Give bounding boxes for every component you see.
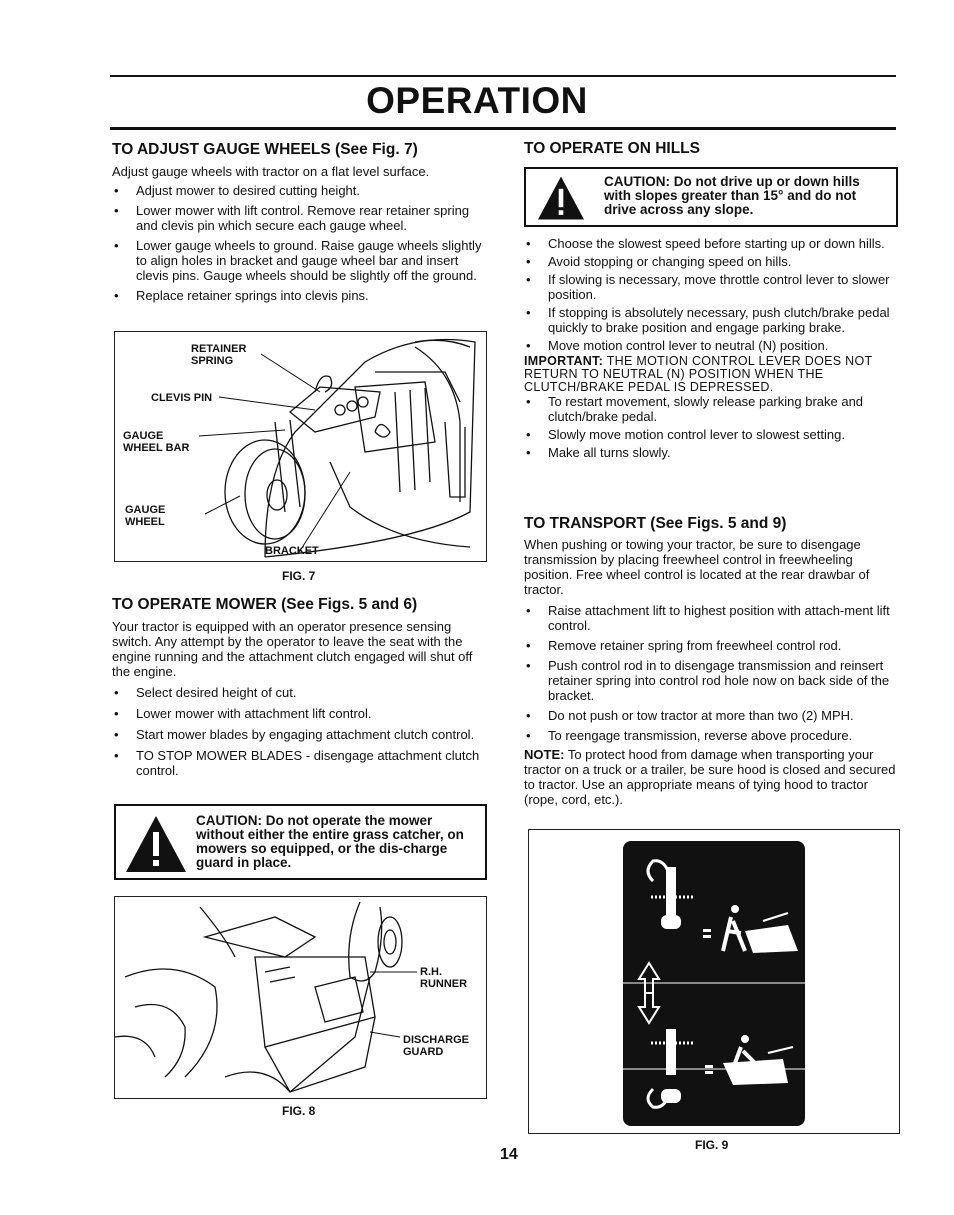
figure-8 [114,896,487,1099]
hills-caution-box [524,167,898,227]
list-item: • Lower gauge wheels to ground. Raise gauge wheels slightly to align holes in bracket and gauge wheel bar and insert clevis pins. Gauge wheels should be slightly off the ground. [112,238,488,283]
important-label: IMPORTANT: [524,354,604,368]
list-item: • Replace retainer springs into clevis pins. [112,288,488,303]
freewheel-decal-graphic [623,841,805,1126]
list-item: • Choose the slowest speed before starting up or down hills. [524,236,900,251]
hills-caution-text: CAUTION: Do not drive up or down hills with slopes greater than 15° and do not drive across any slope. [604,174,860,217]
list-item: • Lower mower with lift control. Remove rear retainer spring and clevis pin which secure each gauge wheel. [112,203,488,233]
warning-icon [124,814,188,874]
freewheel-decal [623,841,805,1126]
mower-intro: Your tractor is equipped with an operator presence sensing switch. Any attempt by the operator to leave the seat with the engine running and the attachment clutch engaged will shut off the engine. [112,619,473,679]
list-item: • If stopping is absolutely necessary, push clutch/brake pedal quickly to brake position and engage parking brake. [524,305,900,335]
list-item: • To restart movement, slowly release parking brake and clutch/brake pedal. [524,394,900,424]
page-title: OPERATION [366,80,588,121]
retainer-spring-label: RETAINER SPRING [191,343,247,367]
top-rule [110,75,896,77]
list-item: • Adjust mower to desired cutting height. [112,183,488,198]
transport-section [524,516,900,807]
hills-list-2 [524,394,900,460]
list-item: • Remove retainer spring from freewheel control rod. [524,638,900,653]
mower-heading: TO OPERATE MOWER (See Figs. 5 and 6) [112,596,418,613]
transport-heading: TO TRANSPORT (See Figs. 5 and 9) [524,515,787,532]
list-item: • Make all turns slowly. [524,445,900,460]
note-text: To protect hood from damage when transporting your tractor on a truck or a trailer, be sure hood is closed and secured to tractor. Use an appropriate means of tying hood to tractor (rope, cord, etc.). [524,747,896,807]
list-item: • Slowly move motion control lever to slowest setting. [524,427,900,442]
mower-list [112,685,488,778]
figure-8-caption: FIG. 8 [282,1104,316,1118]
mower-caution-text: CAUTION: Do not operate the mower without either the entire grass catcher, on mowers so equipped, or the dis-charge guard in place. [196,813,464,870]
hills-section [524,141,898,156]
clevis-pin-label: CLEVIS PIN [151,392,213,404]
gauge-list [112,183,488,303]
note-label: NOTE: [524,747,565,762]
hills-list [524,236,900,353]
mower-section [112,597,488,778]
figure-9-caption: FIG. 9 [695,1138,729,1152]
gauge-wheel-label: GAUGE WHEEL [125,504,166,528]
figure-7 [114,331,487,562]
list-item: • If slowing is necessary, move throttle control lever to slower position. [524,272,900,302]
list-item: • Do not push or tow tractor at more than two (2) MPH. [524,708,900,723]
bracket-label: BRACKET [265,545,319,557]
figure-9 [528,829,900,1134]
list-item: • Select desired height of cut. [112,685,488,700]
hills-body [524,236,900,460]
gauge-wheel-bar-label: GAUGE WHEEL BAR [123,430,190,454]
list-item: • TO STOP MOWER BLADES - disengage attachment clutch control. [112,748,488,778]
important-text: THE MOTION CONTROL LEVER DOES NOT RETURN TO NEUTRAL (N) POSITION WHEN THE CLUTCH/BRAKE PEDAL IS DEPRESSED. [524,354,873,394]
gauge-intro: Adjust gauge wheels with tractor on a flat level surface. [112,164,430,179]
list-item: • Move motion control lever to neutral (N) position. [524,338,900,353]
discharge-guard-label: DISCHARGE GUARD [403,1034,470,1058]
page-number: 14 [500,1146,518,1163]
title-rule [110,127,896,130]
list-item: • To reengage transmission, reverse above procedure. [524,728,900,743]
rh-runner-label: R.H. RUNNER [420,966,468,990]
list-item: • Avoid stopping or changing speed on hills. [524,254,900,269]
list-item: • Start mower blades by engaging attachment clutch control. [112,727,488,742]
list-item: • Raise attachment lift to highest position with attach-ment lift control. [524,603,900,633]
hills-heading: TO OPERATE ON HILLS [524,140,700,157]
transport-list [524,603,900,743]
warning-icon [536,175,586,221]
important-note [524,355,900,394]
transport-intro: When pushing or towing your tractor, be sure to disengage transmission by placing freewheel control in freewheeling position. Free wheel control is located at the rear drawbar of tractor. [524,537,870,597]
list-item: • Push control rod in to disengage transmission and reinsert retainer spring into control rod hole now on back side of the bracket. [524,658,900,703]
gauge-section [112,142,488,303]
discharge-guard-illustration [115,897,486,1098]
gauge-heading: TO ADJUST GAUGE WHEELS (See Fig. 7) [112,141,418,158]
figure-7-caption: FIG. 7 [282,569,316,583]
list-item: • Lower mower with attachment lift control. [112,706,488,721]
mower-caution-box [114,804,487,880]
transport-note [524,747,900,807]
